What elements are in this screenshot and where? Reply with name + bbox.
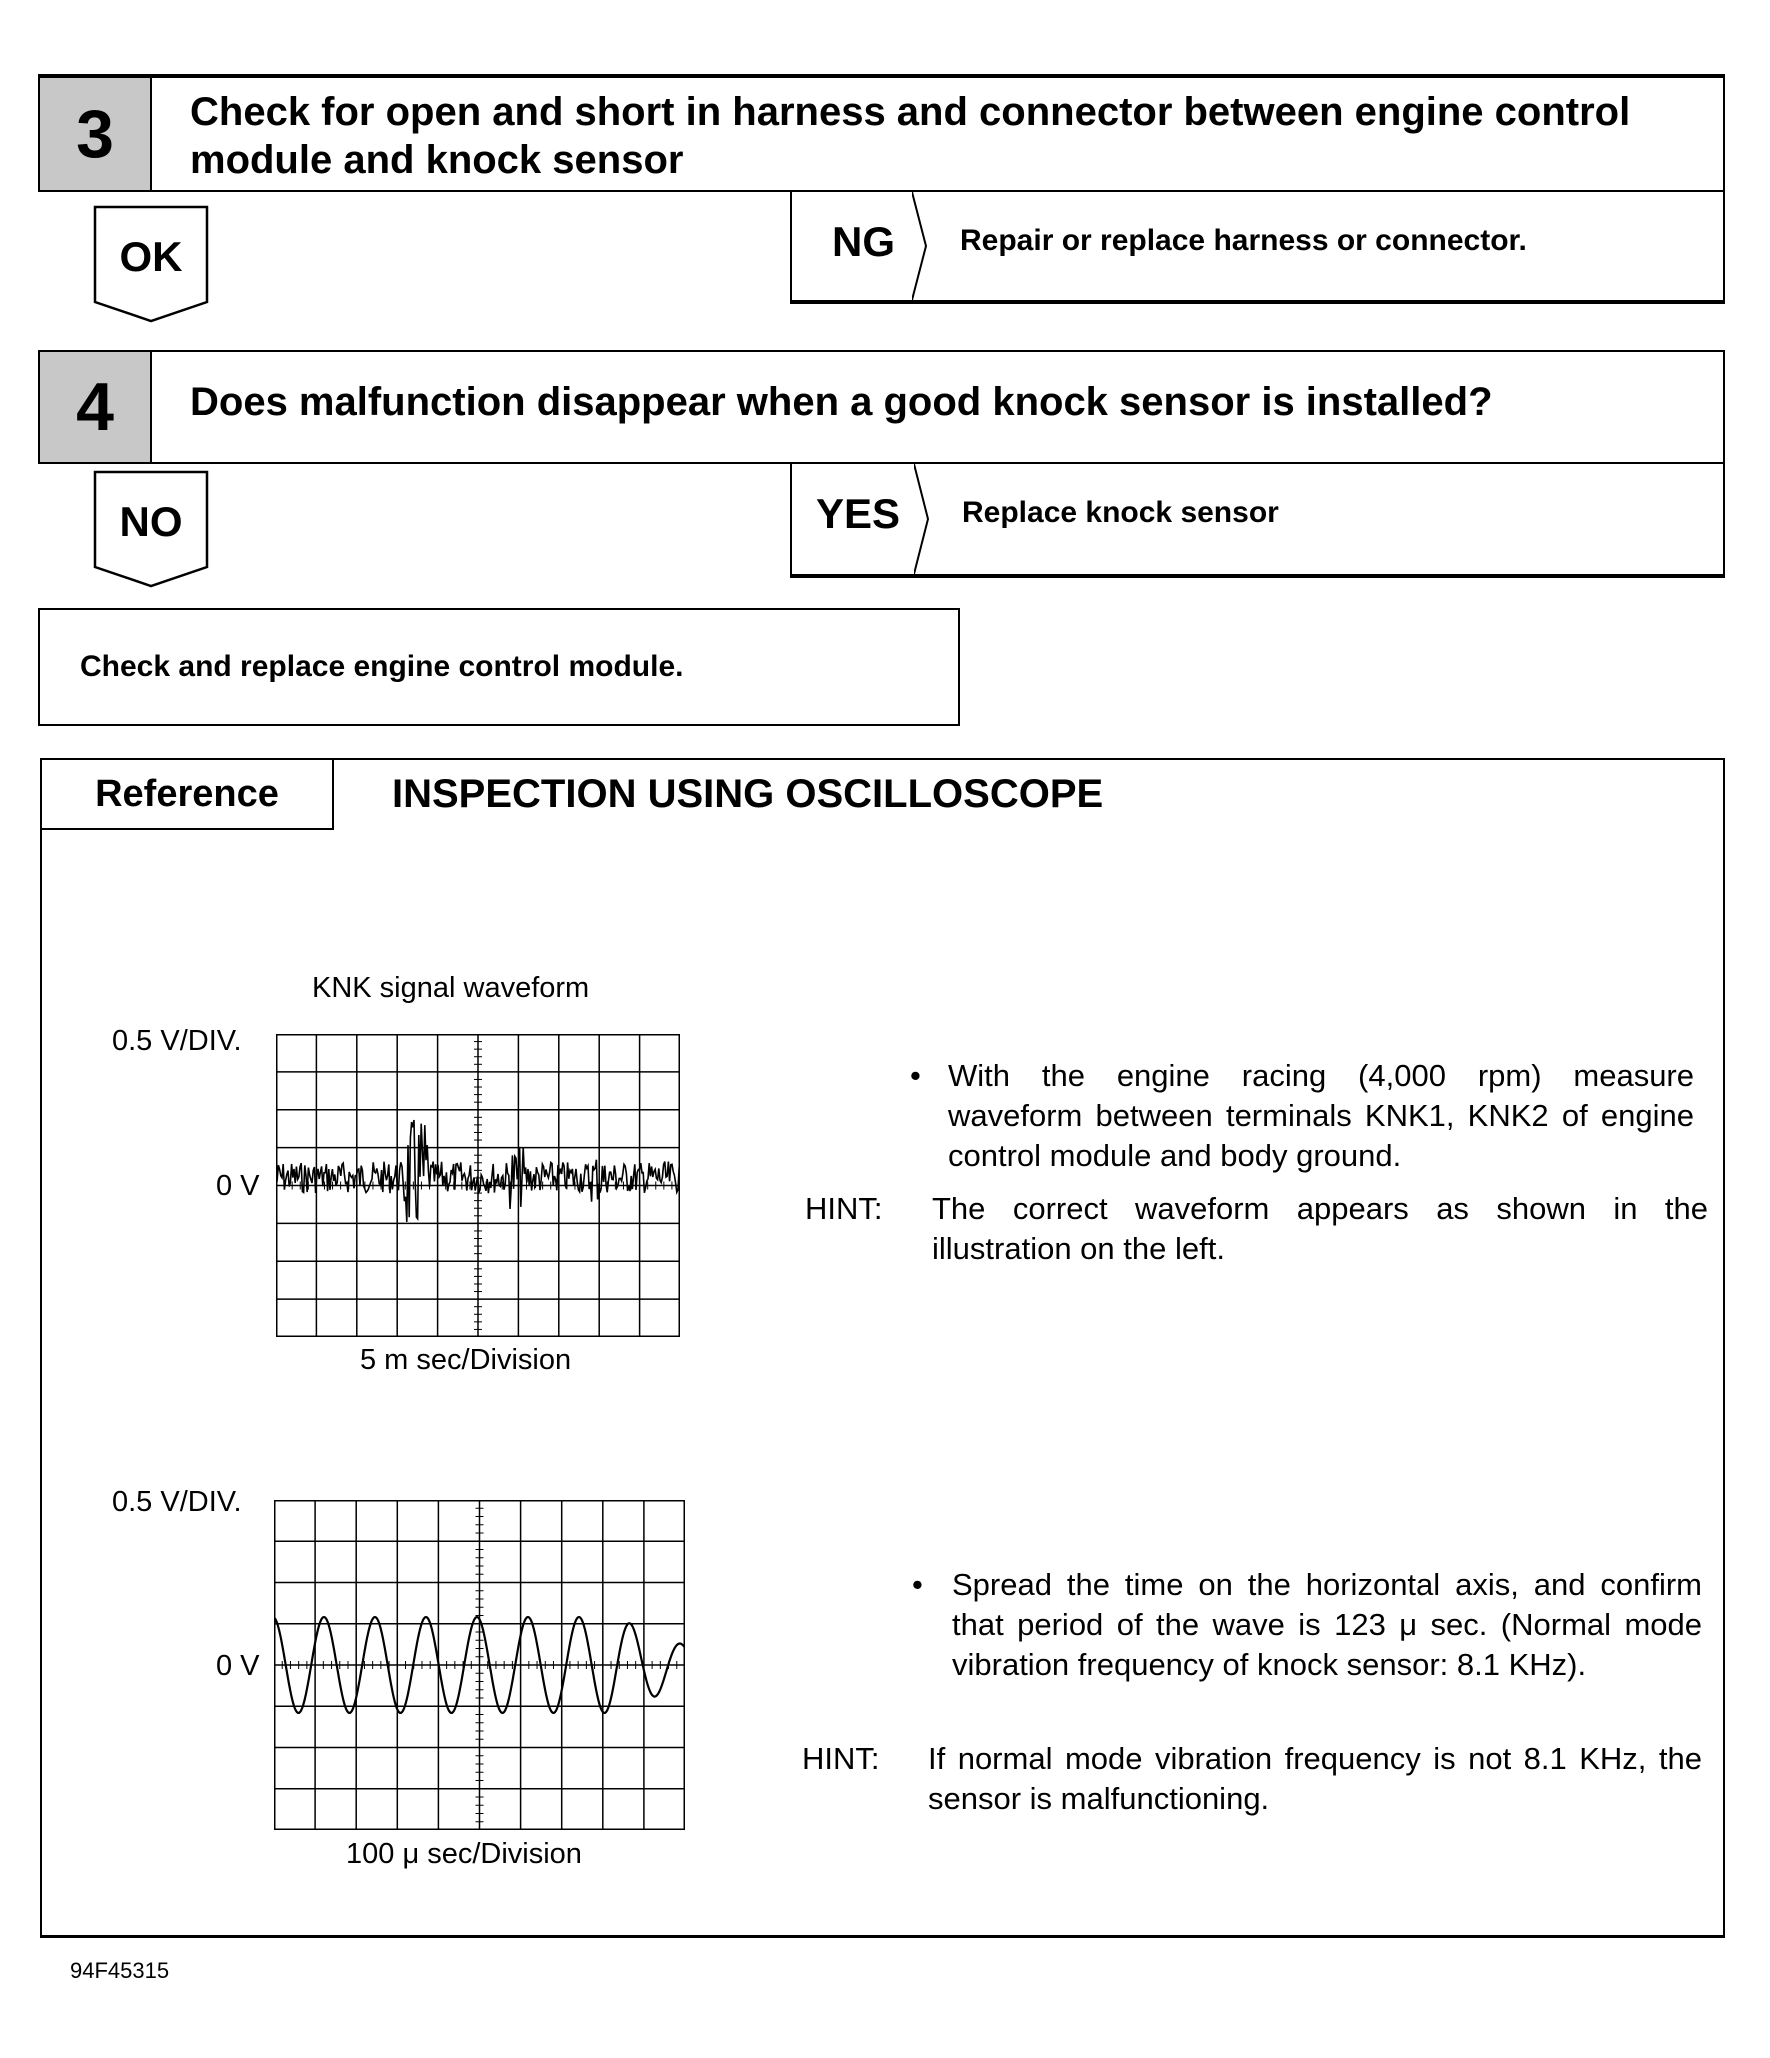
text2-hint: If normal mode vibration frequency is not 8.1 KHz, the sensor is malfunctioning.	[928, 1741, 1702, 1816]
step-4-header	[38, 350, 1725, 464]
ng-label: NG	[832, 218, 895, 265]
scope1-waveform	[276, 1034, 680, 1337]
text2-bullet: •	[912, 1567, 923, 1602]
scope1-zero-label: 0 V	[216, 1170, 260, 1202]
scope2-zero-label: 0 V	[216, 1650, 260, 1682]
step-4-number: 4	[40, 352, 152, 462]
figure-id: 94F45315	[70, 1958, 170, 1983]
reference-title: INSPECTION USING OSCILLOSCOPE	[392, 772, 1104, 816]
text1-hint-label: HINT:	[805, 1191, 883, 1226]
ng-result-box	[790, 190, 1725, 304]
scope1-time-scale: 5 m sec/Division	[360, 1344, 572, 1376]
scope2-waveform	[274, 1500, 685, 1830]
ng-action: Repair or replace harness or connector.	[960, 224, 1527, 257]
text1-bullet: •	[910, 1058, 921, 1093]
ok-label: OK	[119, 233, 183, 280]
yes-result-box	[790, 462, 1725, 578]
step-3-title-line2: module and knock sensor	[190, 138, 684, 182]
yes-label: YES	[816, 490, 901, 537]
text2-item: Spread the time on the horizontal axis, and confirm that period of the wave is 123 μ sec. (Normal mode vibration frequency of knock sensor: 8.1 KHz).	[952, 1567, 1702, 1682]
ok-arrow	[93, 205, 209, 323]
text1-hint: The correct waveform appears as shown in the illustration on the left.	[932, 1191, 1708, 1266]
text2-hint-label: HINT:	[802, 1741, 880, 1776]
yes-action: Replace knock sensor	[962, 496, 1279, 529]
final-action-text: Check and replace engine control module.	[80, 650, 684, 683]
chevron-right-icon	[914, 464, 944, 574]
step-3-number: 3	[40, 78, 152, 190]
text1-item: With the engine racing (4,000 rpm) measure waveform between terminals KNK1, KNK2 of engine control module and body ground.	[948, 1058, 1694, 1173]
reference-tab: Reference	[42, 760, 334, 830]
step-4-title: Does malfunction disappear when a good knock sensor is installed?	[190, 380, 1493, 424]
no-arrow	[93, 470, 209, 588]
scope2-y-scale: 0.5 V/DIV.	[112, 1486, 242, 1518]
step-3-title-line1: Check for open and short in harness and connector between engine control	[190, 90, 1631, 134]
scope1-caption: KNK signal waveform	[312, 972, 590, 1004]
scope2-time-scale: 100 μ sec/Division	[346, 1838, 582, 1870]
final-action-box	[38, 608, 960, 726]
step-3-header	[38, 74, 1725, 192]
chevron-right-icon	[912, 192, 942, 300]
scope1-y-scale: 0.5 V/DIV.	[112, 1025, 242, 1057]
step-3-title	[190, 88, 1683, 184]
no-label: NO	[119, 498, 183, 545]
